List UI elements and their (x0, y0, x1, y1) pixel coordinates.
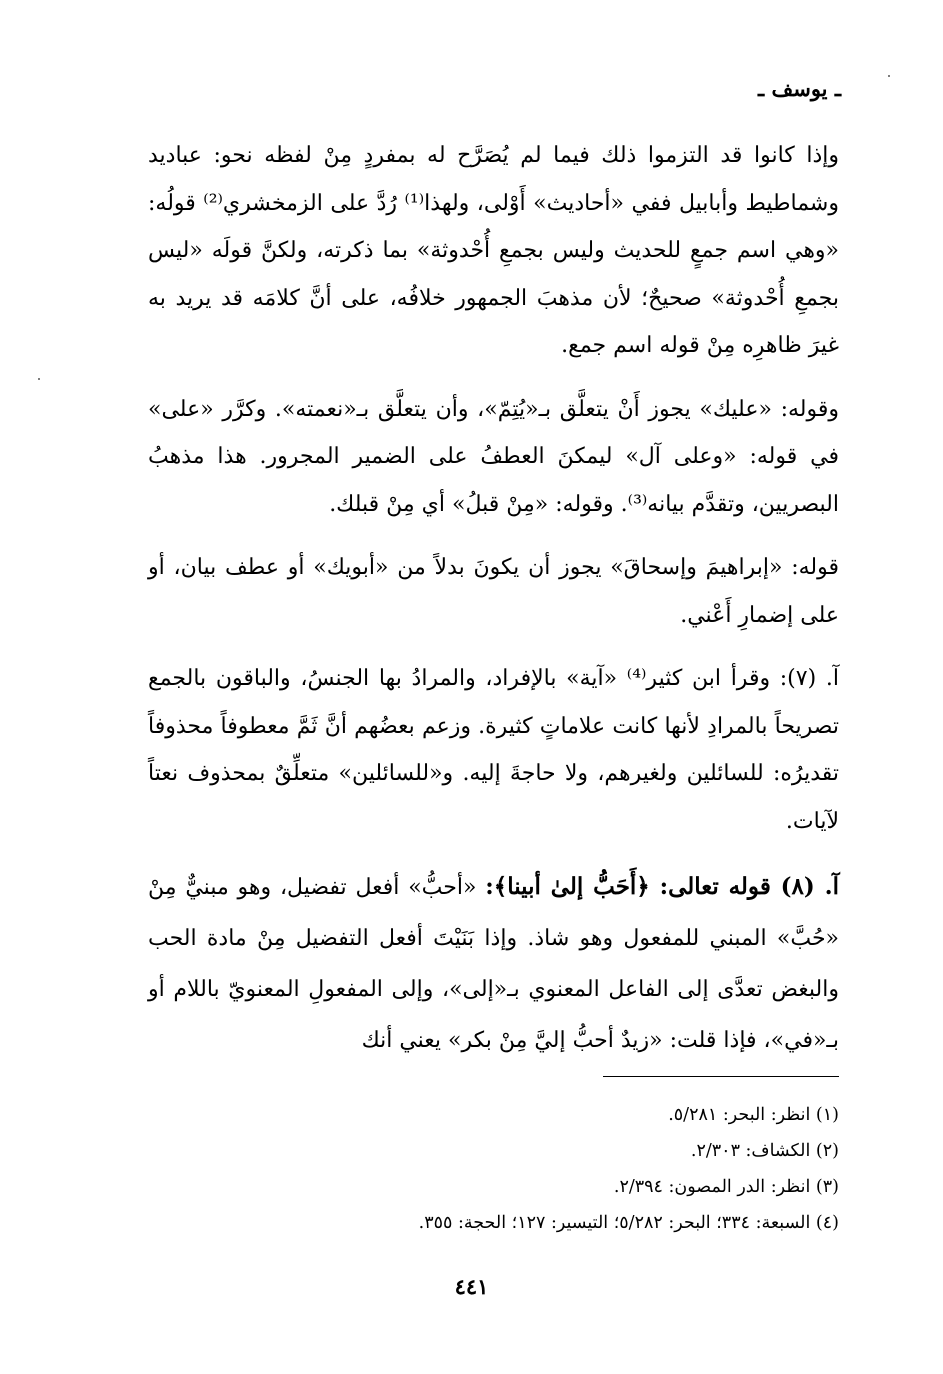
paragraph-3: قوله: «إبراهيمَ وإسحاقَ» يجوز أن يكونَ بدلاً من «أبويك» أو عطف بيان، أو على إضمارِ أَعْني. (148, 555, 839, 628)
paragraph-5 (148, 861, 839, 1066)
running-header: ـ يوسف ـ (758, 76, 841, 101)
scan-speck (38, 378, 40, 380)
scan-speck (888, 75, 890, 77)
paragraph-2: وقوله: «عليك» يجوز أَنْ يتعلَّق بـ«يُتِمّ»، وأن يتعلَّق بـ«نعمته». وكرَّر «على» في قوله: «وعلى آل» ليمكنَ العطفُ على الضمير المجرور. هذا مذهبُ البصريين، وتقدَّم بيانه⁽³⁾. وقوله: «مِنْ قبلُ» أي مِنْ قبلك. (148, 396, 839, 517)
footnote-2: (٢) الكشاف: ٢/٣٠٣. (690, 1141, 839, 1161)
footnote-1: (١) انظر: البحر: ٥/٢٨١. (668, 1105, 839, 1125)
page-number: ٤٤١ (454, 1274, 489, 1299)
verse-heading: آ. (٨) قوله تعالى: ﴿أَحَبُّ إلىٰ أبينا﴾: (485, 873, 839, 900)
paragraph-4: آ. (٧): وقرأ ابن كثير⁽⁴⁾ «آية» بالإفراد، والمرادُ بها الجنسُ، والباقون بالجمع تصريحاً بالمرادِ لأنها كانت علاماتٍ كثيرة. وزعم بعضُهم أنَّ ثَمَّ معطوفاً محذوفاً تقديرُه: للسائلين ولغيرهم، ولا حاجةَ إليه. و«للسائلين» متعلِّقٌ بمحذوف نعتاً لآيات. (148, 666, 839, 834)
footnotes (148, 1097, 839, 1241)
footnote-4: (٤) السبعة: ٣٣٤؛ البحر: ٥/٢٨٢؛ التيسير: ١٢٧؛ الحجة: ٣٥٥. (418, 1213, 839, 1233)
footnote-divider (603, 1076, 839, 1077)
main-text (148, 132, 839, 1066)
footnote-3: (٣) انظر: الدر المصون: ٢/٣٩٤. (613, 1177, 839, 1197)
paragraph-1: وإذا كانوا قد التزموا ذلك فيما لم يُصَرَّح له بمفردٍ مِنْ لفظه نحو: عباديد وشماطيط وأبابيل ففي «أحاديث» أَوْلى، ولهذا⁽¹⁾ رُدَّ على الزمخشري⁽²⁾ قولُه: «وهي اسم جمعٍ للحديث وليس بجمعِ أُحْدوثة» بما ذكرته، ولكنَّ قولَه «ليس بجمعِ أُحْدوثة» صحيحٌ؛ لأن مذهبَ الجمهور خلافُه، على أنَّ كلامَه قد يريد به غيرَ ظاهرِه مِنْ قوله اسم جمع. (148, 143, 839, 358)
paragraph-5-text: «أحبُّ» أفعل تفضيل، وهو مبنيٌّ مِنْ «حُبَّ» المبني للمفعول وهو شاذ. وإذا بَنَيْتَ أفعل التفضيل مِنْ مادة الحب والبغض تعدَّى إلى الفاعل المعنوي بـ«إلى»، وإلى المفعولِ المعنويّ باللام أو بـ«في»، فإذا قلت: «زيدٌ أحبُّ إليَّ مِنْ بكر» يعني أنك (148, 875, 839, 1053)
